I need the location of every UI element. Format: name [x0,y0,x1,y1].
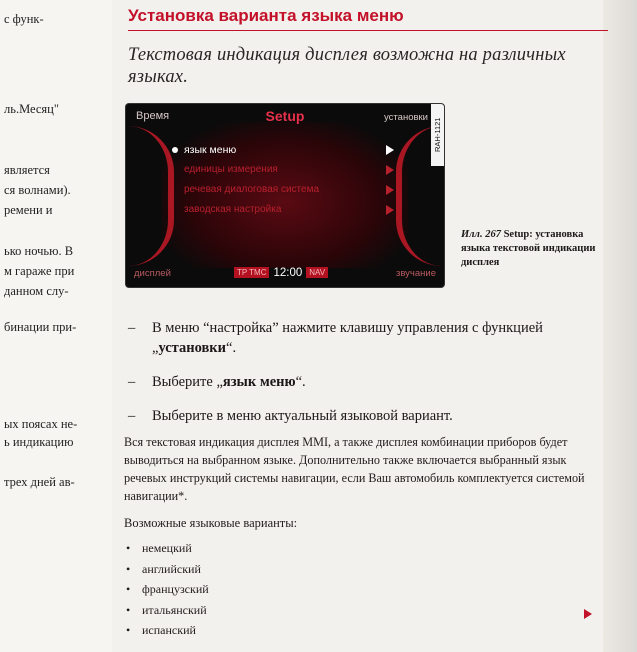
screen-setup-title: Setup [265,108,305,124]
arrow-right-icon [386,145,394,155]
screen-menu-label: заводская настройка [184,204,282,215]
section-title: Установка варианта языка меню [128,6,608,31]
screen-menu-item [184,140,394,160]
arrow-right-icon [386,205,394,215]
left-line: ько ночью. В [4,244,74,258]
step-item [128,406,608,426]
arrow-right-icon [386,165,394,175]
left-line: ся волнами). [4,183,71,197]
arrow-right-icon [386,185,394,195]
screen-status-bar [234,264,328,282]
left-line: является [4,163,50,177]
left-line: ых поясах не- [4,417,78,431]
left-line: ремени и [4,203,53,217]
variants-list [124,538,209,641]
description-paragraph: Вся текстовая индикация дисплея MMI, а также дисплея комбинации приборов будет выводиться на выбранном языке. Дополнительно также включается выбранный язык речевых инструкций системы навигации, если Ваш автомобиль комплектуется системой навигации*. [124,435,585,503]
list-item: • французский [124,579,209,600]
step-text: В меню “настройка” нажмите клавишу управления с функцией „ [152,320,543,356]
step-text-end: “. [295,374,306,390]
left-line: данном слу- [4,284,69,298]
screen-menu-item [184,180,394,200]
step-item [128,318,608,358]
list-item: • итальянский [124,600,209,621]
variants-heading: Возможные языковые варианты: [124,516,298,530]
list-item: • немецкий [124,538,209,559]
nav-badge: NAV [306,267,328,278]
left-line: м гараже при [4,264,75,278]
screen-menu-label: язык меню [184,144,237,156]
screen-clock: 12:00 [273,266,303,279]
mmi-screen-illustration [126,104,444,287]
figure-text: Setup: установка языка текстовой индикации дисплея [461,229,596,268]
screen-menu-label: речевая диалоговая система [184,184,320,195]
left-line: бинации при- [4,320,77,334]
step-bold: установки [158,340,227,356]
step-dash: – [128,374,136,390]
selected-dot-icon [172,147,178,153]
left-line: трех дней ав- [4,475,75,489]
screen-time-label: Время [136,110,170,122]
list-item: • испанский [124,620,209,641]
screen-menu-item [184,200,394,220]
screen-menu-label: единицы измерения [184,164,278,175]
figure-caption [461,228,606,270]
tp-tmc-badge: TP TMC [234,267,269,278]
continue-arrow-icon [584,609,592,619]
left-line: с функ- [4,12,44,26]
figure-number: Илл. 267 [461,229,501,240]
left-line: ь индикацию [4,435,74,449]
screen-sound-label: звучание [395,268,436,279]
right-page-edge [603,0,637,652]
image-code: RAH-1121 [431,104,444,166]
screen-display-label: дисплей [134,268,171,279]
step-bold: язык меню [222,374,296,390]
step-dash: – [128,320,136,336]
step-text: Выберите в меню актуальный языковой вариант. [152,408,453,424]
step-text: Выберите „ [152,374,223,390]
left-column-bleed [0,0,112,652]
section-subtitle: Текстовая индикация дисплея возможна на различных языках. [128,45,566,87]
screen-install-label: установки [384,112,428,123]
left-line: ль.Месяц" [4,102,59,116]
steps-list [128,318,608,440]
screen-menu-item [184,160,394,180]
screen-menu [184,140,394,220]
step-dash: – [128,408,136,424]
list-item: • английский [124,559,209,580]
step-item [128,372,608,392]
step-text-end: “. [226,340,237,356]
